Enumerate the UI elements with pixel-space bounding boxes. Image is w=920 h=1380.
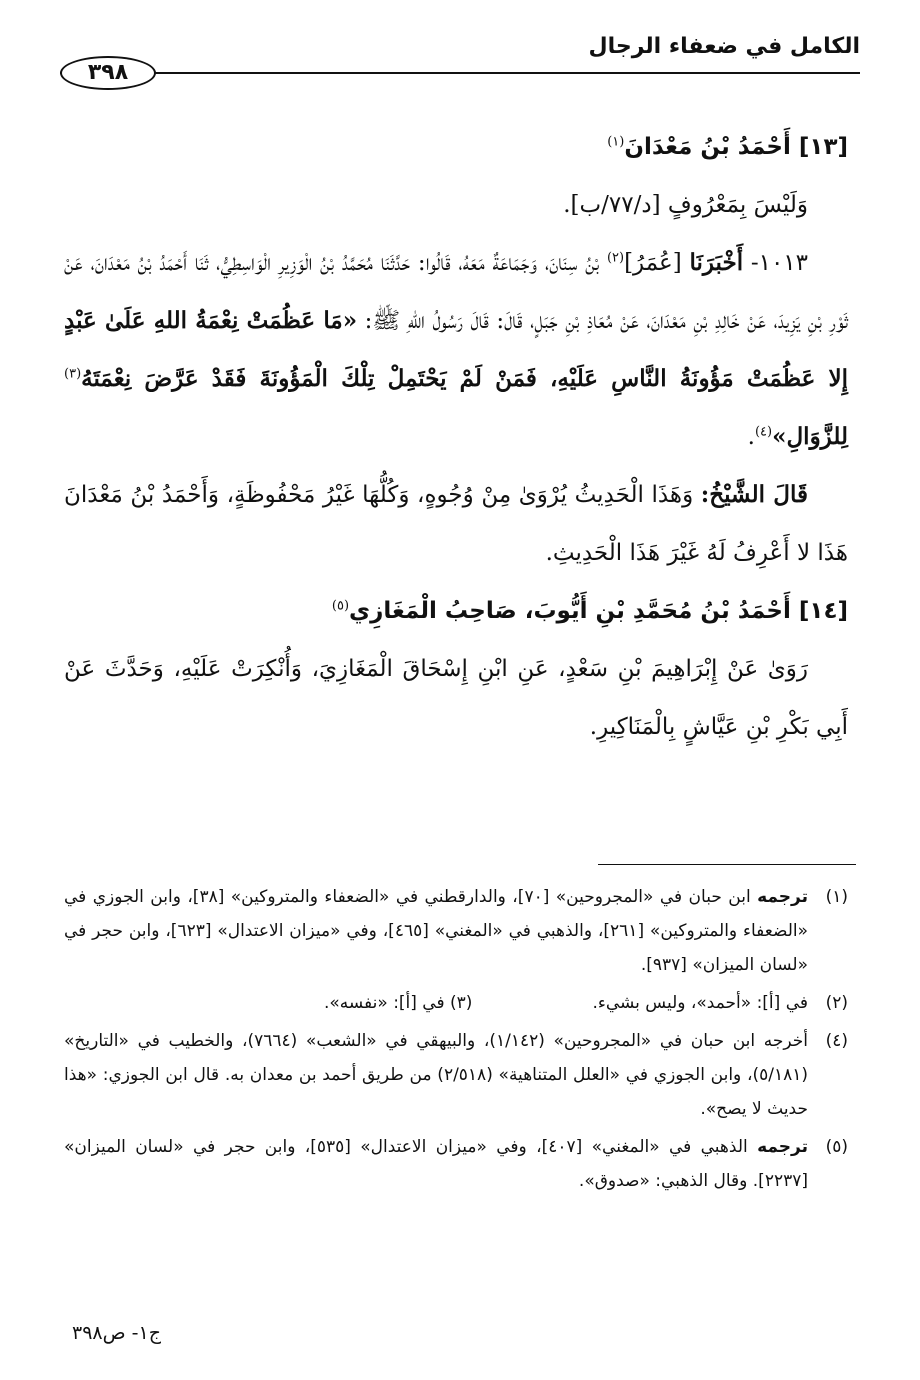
main-text (64, 118, 848, 756)
footnote-2-number: (٢) (825, 993, 848, 1013)
shaykh-label: قَالَ الشَّيْخُ: (700, 481, 808, 508)
footnote-5 (64, 1130, 848, 1198)
footnotes-2-3 (64, 986, 848, 1020)
footnote-4-number: (٤) (825, 1031, 848, 1051)
footnotes (64, 880, 848, 1202)
footnote-separator (598, 864, 856, 865)
shaykh-text: وَهَذَا الْحَدِيثُ يُرْوَىٰ مِنْ وُجُوهٍ، وَكُلُّهَا غَيْرُ مَحْفُوظَةٍ، وَأَحْمَدُ بْنُ مَعْدَانَ هَذَا لا أَعْرِفُ لَهُ غَيْرَ هَذَا الْحَدِيثِ. (64, 482, 848, 566)
footnote-4-text: أخرجه ابن حبان في «المجروحين» (١/١٤٢)، والبيهقي في «الشعب» (٧٦٦٤)، والخطيب في «التاريخ» (٥/١٨١)، وابن الجوزي في «العلل المتناهية» (٢/٥١٨) من طريق أحمد بن معدان به. قال ابن الجوزي: «هذا حديث لا يصح». (64, 1031, 808, 1119)
footnote-ref-5: (٥) (331, 598, 350, 614)
entry-14-title: [١٤] أَحْمَدُ بْنُ مُحَمَّدِ بْنِ أَيُّوبَ، صَاحِبُ الْمَغَازِي (349, 598, 848, 624)
page-number-badge: ٣٩٨ (60, 56, 156, 90)
hadith-matn: «مَا عَظُمَتْ نِعْمَةُ اللهِ عَلَىٰ عَبْدٍ إِلا عَظُمَتْ مَؤُونَةُ النَّاسِ عَلَيْهِ، فَمَنْ لَمْ يَحْتَمِلْ تِلْكَ الْمَؤُونَةَ فَقَدْ عَرَّضَ نِعْمَتَهُ (64, 307, 848, 392)
header-rule (60, 72, 860, 74)
entry-14-text: رَوَىٰ عَنْ إِبْرَاهِيمَ بْنِ سَعْدٍ، عَنِ ابْنِ إِسْحَاقَ الْمَغَازِيَ، وَأُنْكِرَتْ عَلَيْهِ، وَحَدَّثَ عَنْ أَبِي بَكْرِ بْنِ عَيَّاشٍ بِالْمَنَاكِيرِ. (64, 656, 848, 740)
footnote-3-number: (٣) (450, 993, 473, 1013)
footnote-ref-4: (٤) (754, 424, 773, 440)
hadith-matn-end: لِلزَّوَالِ» (772, 423, 848, 450)
footnote-3 (324, 986, 472, 1020)
footnote-ref-2: (٢) (606, 250, 625, 266)
footnote-3-text: في [أ]: «نفسه». (323, 993, 445, 1013)
page-signature: ج١- ص٣٩٨ (72, 1322, 161, 1344)
footnote-ref-1: (١) (607, 134, 625, 150)
entry-13-title: [١٣] أَحْمَدُ بْنُ مَعْدَانَ (624, 134, 848, 160)
book-title: الكامل في ضعفاء الرجال (588, 34, 860, 59)
footnote-5-number: (٥) (825, 1137, 848, 1157)
footnote-2-text: في [أ]: «أحمد»، وليس بشيء. (592, 993, 808, 1013)
entry-14-heading (64, 582, 848, 640)
shaykh-comment (64, 466, 848, 582)
footnote-1-number: (١) (825, 887, 848, 907)
footnote-ref-3: (٣) (64, 366, 82, 382)
footnote-1-bold: ترجمه (757, 887, 809, 907)
hadith-isnad: بْنُ سِنَانَ، وَجَمَاعَةٌ مَعَهُ، قَالُوا: حَدَّثَنَا مُحَمَّدُ بْنُ الْوَزِيرِ الْوَاسِطِيُّ، ثَنَا أَحْمَدُ بْنُ مَعْدَانَ، عَنْ ثَوْرِ بْنِ يَزِيدَ، عَنْ خَالِدِ بْنِ مَعْدَانَ، عَنْ مُعَاذِ بْنِ جَبَلٍ، قَالَ: قَالَ رَسُولُ اللهِ ﷺ: (64, 250, 848, 334)
hadith-narrator: [عُمَرُ] (624, 250, 682, 276)
footnote-5-text: الذهبي في «المغني» [٤٠٧]، وفي «ميزان الاعتدال» [٥٣٥]، وابن حجر في «لسان الميزان» [٢٢٣٧]. وقال الذهبي: «صدوق». (64, 1137, 808, 1191)
hadith-akhbarana: أَخْبَرَنَا (689, 249, 744, 276)
footnote-1 (64, 880, 848, 982)
hadith-1013: ١٠١٣- أَخْبَرَنَا [عُمَرُ]$^{(٢)}$ بْنُ سِنَانَ، وَجَمَاعَةٌ مَعَهُ، قَالُوا: حَدَّثَنَا مُحَمَّدُ بْنُ الْوَزِيرِ الْوَاسِطِيُّ، ثَنَا أَحْمَدُ بْنُ مَعْدَانَ، عَنْ ثَوْرِ بْنِ يَزِيدَ، عَنْ خَالِدِ بْنِ مَعْدَانَ، عَنْ مُعَاذِ بْنِ جَبَلٍ، قَالَ: قَالَ رَسُولُ اللهِ ﷺ: «مَا عَظُمَتْ نِعْمَةُ اللهِ عَلَىٰ عَبْدٍ إِلا عَظُمَتْ مَؤُونَةُ النَّاسِ عَلَيْهِ، فَمَنْ لَمْ يَحْتَمِلْ تِلْكَ الْمَؤُونَةَ فَقَدْ عَرَّضَ نِعْمَتَهُ$^{(٣)}$ لِلزَّوَالِ»$^{(٤)}$. (64, 249, 848, 450)
page-header (60, 28, 860, 85)
footnote-5-bold: ترجمه (757, 1137, 809, 1157)
footnote-1-text: ابن حبان في «المجروحين» [٧٠]، والدارقطني في «الضعفاء والمتروكين» [٣٨]، وابن الجوزي في «الضعفاء والمتروكين» [٢٦١]، والذهبي في «المغني» [٤٦٥]، وفي «ميزان الاعتدال» [٦٢٣]، وابن حجر في «لسان الميزان» [٩٣٧]. (64, 887, 809, 975)
entry-13-note: وَلَيْسَ بِمَعْرُوفٍ [د/٧٧/ب]. (563, 192, 808, 218)
footnote-4 (64, 1024, 848, 1126)
entry-13-heading (64, 118, 848, 176)
hadith-number: ١٠١٣- (750, 250, 809, 276)
